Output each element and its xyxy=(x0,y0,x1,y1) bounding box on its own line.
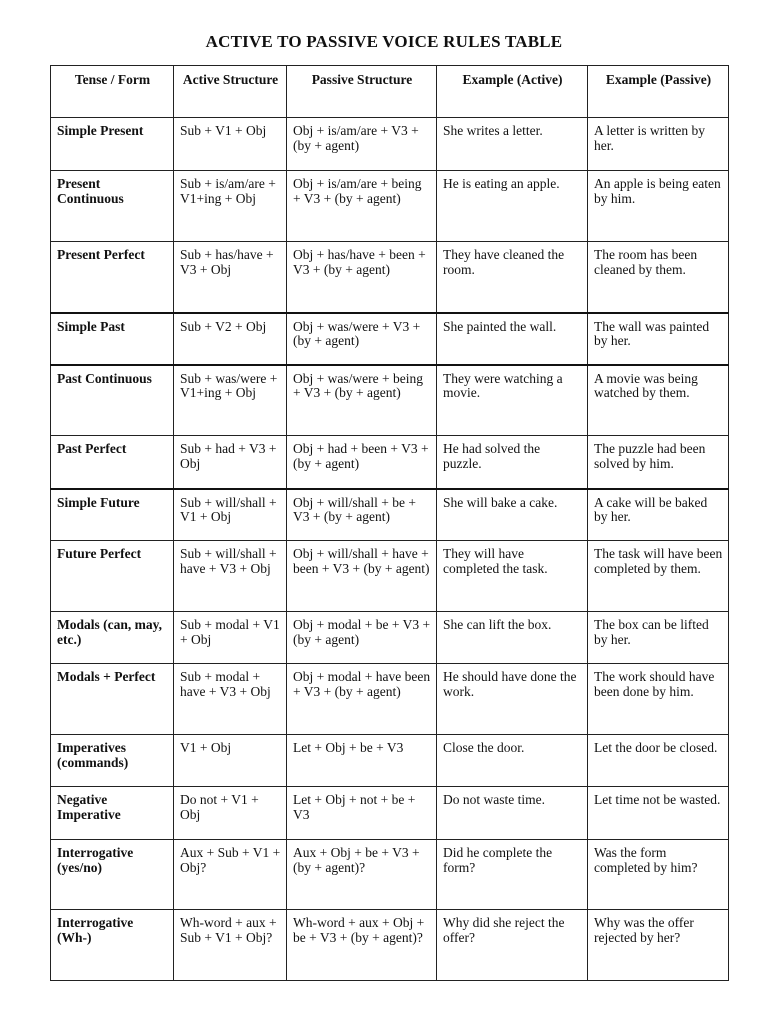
example-active-cell: She painted the wall. xyxy=(437,313,588,365)
example-active-cell: They were watching a movie. xyxy=(437,365,588,436)
table-row xyxy=(51,242,729,313)
active-structure-cell: Sub + modal + V1 + Obj xyxy=(174,612,287,664)
tense-form-cell: Negative Imperative xyxy=(51,787,174,840)
example-passive-cell: The puzzle had been solved by him. xyxy=(588,436,729,489)
active-structure-cell: Aux + Sub + V1 + Obj? xyxy=(174,840,287,910)
example-passive-cell: A movie was being watched by them. xyxy=(588,365,729,436)
example-active-cell: They have cleaned the room. xyxy=(437,242,588,313)
example-passive-cell: A letter is written by her. xyxy=(588,118,729,171)
active-structure-cell: Sub + had + V3 + Obj xyxy=(174,436,287,489)
active-structure-cell: Sub + is/am/are + V1+ing + Obj xyxy=(174,171,287,242)
passive-structure-cell: Obj + modal + have been + V3 + (by + agent) xyxy=(287,664,437,735)
example-passive-cell: Was the form completed by him? xyxy=(588,840,729,910)
passive-structure-cell: Obj + will/shall + be + V3 + (by + agent) xyxy=(287,489,437,541)
example-passive-cell: The work should have been done by him. xyxy=(588,664,729,735)
passive-structure-cell: Wh-word + aux + Obj + be + V3 + (by + agent)? xyxy=(287,910,437,981)
table-row xyxy=(51,313,729,365)
passive-structure-cell: Obj + is/am/are + V3 + (by + agent) xyxy=(287,118,437,171)
table-row xyxy=(51,910,729,981)
example-passive-cell: An apple is being eaten by him. xyxy=(588,171,729,242)
tense-form-cell: Modals (can, may, etc.) xyxy=(51,612,174,664)
example-active-cell: She writes a letter. xyxy=(437,118,588,171)
active-structure-cell: Sub + has/have + V3 + Obj xyxy=(174,242,287,313)
example-passive-cell: The wall was painted by her. xyxy=(588,313,729,365)
active-structure-cell: Wh-word + aux + Sub + V1 + Obj? xyxy=(174,910,287,981)
passive-structure-cell: Obj + is/am/are + being + V3 + (by + agent) xyxy=(287,171,437,242)
passive-structure-cell: Let + Obj + be + V3 xyxy=(287,735,437,787)
table-row xyxy=(51,787,729,840)
passive-structure-cell: Obj + had + been + V3 + (by + agent) xyxy=(287,436,437,489)
tense-form-cell: Simple Present xyxy=(51,118,174,171)
active-structure-cell: Sub + V1 + Obj xyxy=(174,118,287,171)
example-active-cell: He is eating an apple. xyxy=(437,171,588,242)
tense-form-cell: Interrogative (Wh-) xyxy=(51,910,174,981)
table-row xyxy=(51,612,729,664)
tense-form-cell: Past Continuous xyxy=(51,365,174,436)
table-header-row xyxy=(51,66,729,118)
table-row xyxy=(51,541,729,612)
header-active-structure: Active Structure xyxy=(174,66,287,118)
example-passive-cell: The room has been cleaned by them. xyxy=(588,242,729,313)
table-row xyxy=(51,735,729,787)
active-structure-cell: Sub + was/were + V1+ing + Obj xyxy=(174,365,287,436)
passive-structure-cell: Obj + has/have + been + V3 + (by + agent) xyxy=(287,242,437,313)
passive-structure-cell: Obj + modal + be + V3 + (by + agent) xyxy=(287,612,437,664)
active-structure-cell: Sub + modal + have + V3 + Obj xyxy=(174,664,287,735)
tense-form-cell: Interrogative (yes/no) xyxy=(51,840,174,910)
active-structure-cell: Sub + V2 + Obj xyxy=(174,313,287,365)
tense-form-cell: Future Perfect xyxy=(51,541,174,612)
example-active-cell: They will have completed the task. xyxy=(437,541,588,612)
active-structure-cell: Sub + will/shall + have + V3 + Obj xyxy=(174,541,287,612)
example-active-cell: He had solved the puzzle. xyxy=(437,436,588,489)
example-passive-cell: Let time not be wasted. xyxy=(588,787,729,840)
example-active-cell: Did he complete the form? xyxy=(437,840,588,910)
tense-form-cell: Simple Past xyxy=(51,313,174,365)
example-passive-cell: The box can be lifted by her. xyxy=(588,612,729,664)
table-row xyxy=(51,171,729,242)
table-row xyxy=(51,436,729,489)
example-active-cell: Why did she reject the offer? xyxy=(437,910,588,981)
rules-table xyxy=(50,65,729,981)
active-structure-cell: V1 + Obj xyxy=(174,735,287,787)
header-tense-form: Tense / Form xyxy=(51,66,174,118)
example-active-cell: He should have done the work. xyxy=(437,664,588,735)
example-active-cell: She can lift the box. xyxy=(437,612,588,664)
passive-structure-cell: Obj + was/were + being + V3 + (by + agent) xyxy=(287,365,437,436)
tense-form-cell: Modals + Perfect xyxy=(51,664,174,735)
table-row xyxy=(51,489,729,541)
tense-form-cell: Imperatives (commands) xyxy=(51,735,174,787)
page-title: ACTIVE TO PASSIVE VOICE RULES TABLE xyxy=(205,32,563,51)
passive-structure-cell: Obj + will/shall + have + been + V3 + (by + agent) xyxy=(287,541,437,612)
tense-form-cell: Present Perfect xyxy=(51,242,174,313)
example-passive-cell: Why was the offer rejected by her? xyxy=(588,910,729,981)
tense-form-cell: Simple Future xyxy=(51,489,174,541)
example-passive-cell: Let the door be closed. xyxy=(588,735,729,787)
table-row xyxy=(51,664,729,735)
active-structure-cell: Do not + V1 + Obj xyxy=(174,787,287,840)
tense-form-cell: Past Perfect xyxy=(51,436,174,489)
example-active-cell: Do not waste time. xyxy=(437,787,588,840)
example-active-cell: Close the door. xyxy=(437,735,588,787)
passive-structure-cell: Let + Obj + not + be + V3 xyxy=(287,787,437,840)
passive-structure-cell: Aux + Obj + be + V3 + (by + agent)? xyxy=(287,840,437,910)
example-passive-cell: A cake will be baked by her. xyxy=(588,489,729,541)
table-row xyxy=(51,365,729,436)
example-active-cell: She will bake a cake. xyxy=(437,489,588,541)
header-example-active: Example (Active) xyxy=(437,66,588,118)
passive-structure-cell: Obj + was/were + V3 + (by + agent) xyxy=(287,313,437,365)
table-row xyxy=(51,840,729,910)
active-structure-cell: Sub + will/shall + V1 + Obj xyxy=(174,489,287,541)
header-example-passive: Example (Passive) xyxy=(588,66,729,118)
header-passive-structure: Passive Structure xyxy=(287,66,437,118)
example-passive-cell: The task will have been completed by them. xyxy=(588,541,729,612)
table-row xyxy=(51,118,729,171)
tense-form-cell: Present Continuous xyxy=(51,171,174,242)
